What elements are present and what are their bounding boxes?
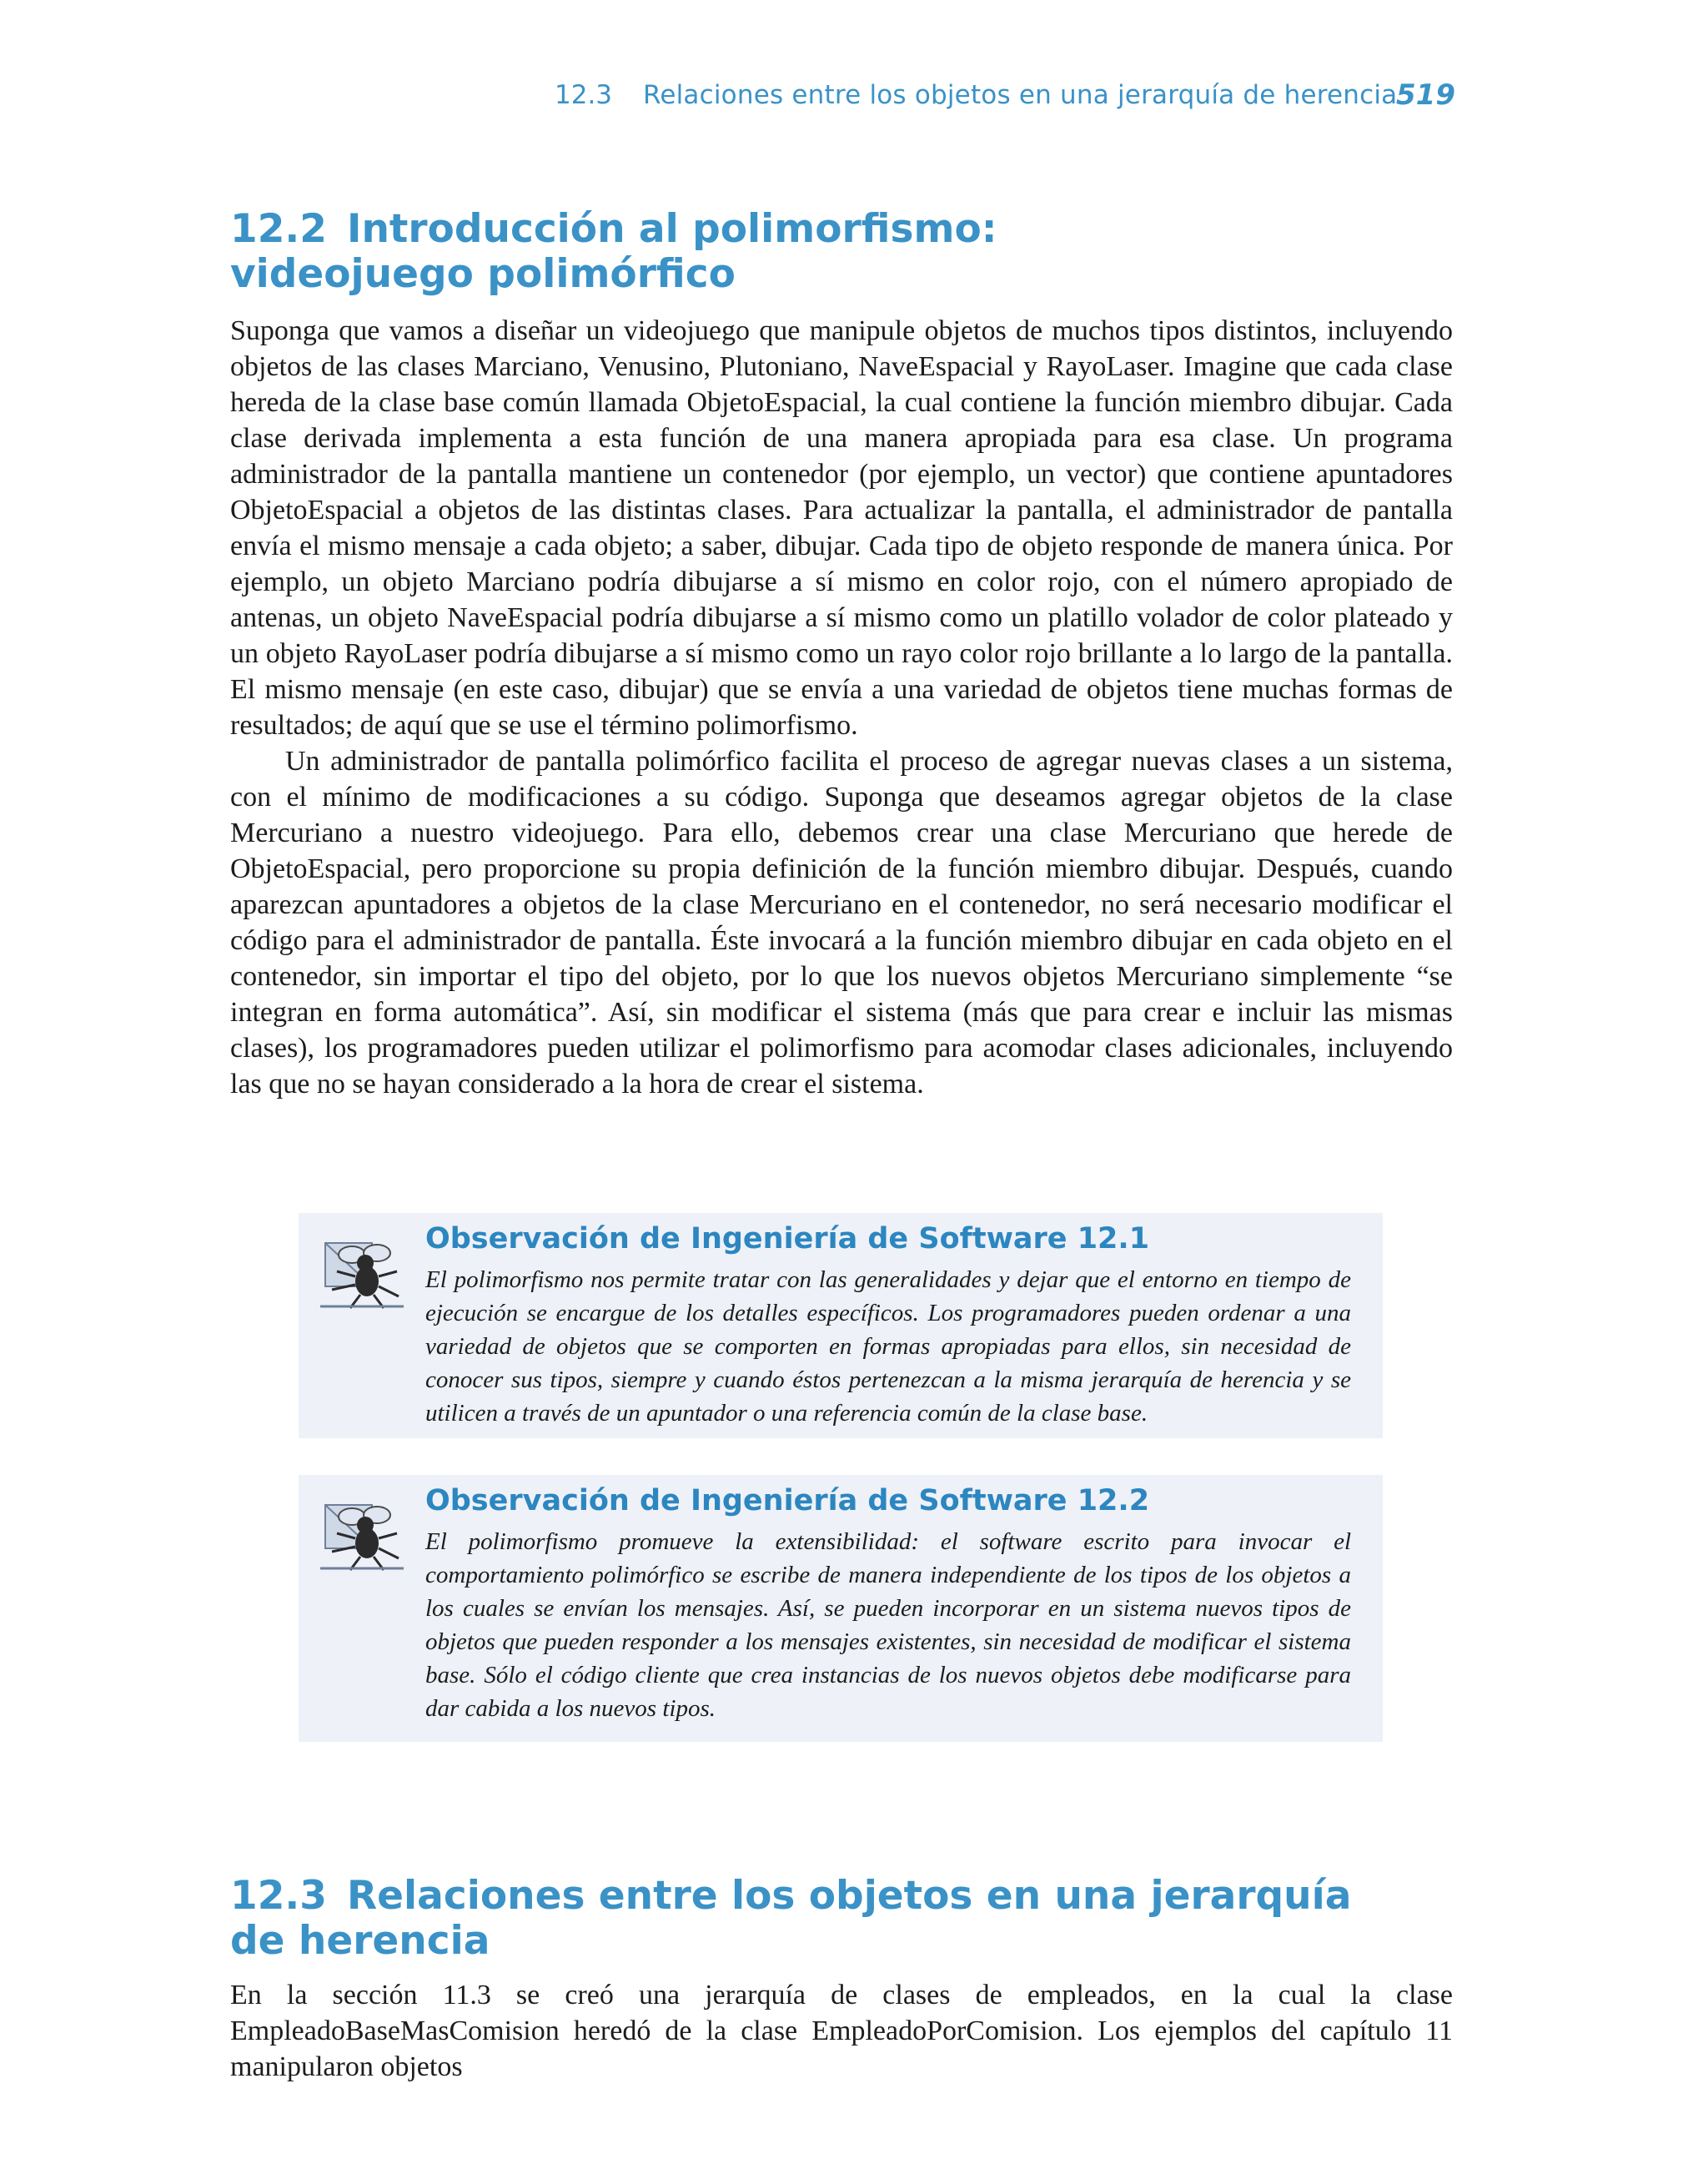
running-header [555,80,1455,122]
paragraph: En la sección 11.3 se creó una jerarquía de clases de empleados, en la cual la clase EmpleadoBaseMasComision heredó de la clase EmpleadoPorComision. Los ejemplos del capítulo 11 manipularon objetos [230,1980,1453,2082]
observation-box [299,1475,1383,1742]
section-12-2-body [230,313,1453,1102]
bug-icon [317,1497,407,1573]
paragraph: Un administrador de pantalla polimórfico facilita el proceso de agregar nuevas clases a un sistema, con el mínimo de modificaciones a su código. Suponga que deseamos agregar objetos de la clase Mercuriano a nuestro videojuego. Para ello, debemos crear una clase Mercuriano que herede de ObjetoEspacial, pero proporcione su propia definición de la función miembro dibujar. Después, cuando aparezcan apuntadores a objetos de la clase Mercuriano en el contenedor, no será necesario modificar el código para el administrador de pantalla. Éste invocará a la función miembro dibujar en cada objeto en el contenedor, sin importar el tipo del objeto, por lo que los nuevos objetos Mercuriano simplemente “se integran en forma automática”. Así, sin modificar el sistema (más que para crear e incluir las mismas clases), los programadores pueden utilizar el polimorfismo para acomodar clases adicionales, incluyendo las que no se hayan considerado a la hora de crear el sistema. [230,746,1453,1100]
observation-text: El polimorfismo promueve la extensibilidad: el software escrito para invocar el comportamiento polimórfico se escribe de manera independiente de los tipos de los objetos a los cuales se envían los mensajes. Así, se pueden incorporar en un sistema nuevos tipos de objetos que pueden responder a los mensajes existentes, sin necesidad de modificar el sistema base. Sólo el código cliente que crea instancias de los nuevos objetos debe modificarse para dar cabida a los nuevos tipos. [425,1528,1351,1722]
section-title-line2: de herencia [230,1918,490,1964]
bug-icon [317,1235,407,1311]
section-heading-12-3 [230,1874,1351,1964]
observation-box [299,1213,1383,1438]
paragraph: Suponga que vamos a diseñar un videojuego que manipule objetos de muchos tipos distintos, incluyendo objetos de las clases Marciano, Venusino, Plutoniano, NaveEspacial y RayoLaser. Imagine que cada clase hereda de la clase base común llamada ObjetoEspacial, la cual contiene la función miembro dibujar. Cada clase derivada implementa a esta función de una manera apropiada para esa clase. Un programa administrador de la pantalla mantiene un contenedor (por ejemplo, un vector) que contiene apuntadores ObjetoEspacial a objetos de las distintas clases. Para actualizar la pantalla, el administrador de pantalla envía el mismo mensaje a cada objeto; a saber, dibujar. Cada tipo de objeto responde de manera única. Por ejemplo, un objeto Marciano podría dibujarse a sí mismo en color rojo, con el número apropiado de antenas, un objeto NaveEspacial podría dibujarse a sí mismo como un platillo volador de color plateado y un objeto RayoLaser podría dibujarse a sí mismo como un rayo color rojo brillante a lo largo de la pantalla. El mismo mensaje (en este caso, dibujar) que se envía a una variedad de objetos tiene muchas formas de resultados; de aquí que se use el término polimorfismo. [230,315,1453,741]
observation-text: El polimorfismo nos permite tratar con las generalidades y dejar que el entorno en tiempo de ejecución se encargue de los detalles específicos. Los programadores pueden ordenar a una variedad de objetos que se comporten en formas apropiadas para ellos, sin necesidad de conocer sus tipos, siempre y cuando éstos pertenezcan a la misma jerarquía de herencia y se utilicen a través de un apuntador o una referencia común de la clase base. [425,1266,1351,1427]
section-12-3-body [230,1977,1453,2085]
running-header-section-number: 12.3 [555,80,613,110]
observation-title: Observación de Ingeniería de Software 12.2 [425,1484,1150,1517]
section-number: 12.3 [230,1873,327,1919]
section-title-line2: videojuego polimórfico [230,251,736,297]
section-number: 12.2 [230,206,327,252]
section-heading-12-2 [230,207,997,297]
section-title-line1: Relaciones entre los objetos en una jerarquía [346,1873,1352,1919]
running-header-section-title: Relaciones entre los objetos en una jerarquía de herencia [643,80,1398,110]
section-title-line1: Introducción al polimorfismo: [346,206,997,252]
observation-title: Observación de Ingeniería de Software 12.1 [425,1222,1150,1256]
page-number: 519 [1396,78,1455,112]
